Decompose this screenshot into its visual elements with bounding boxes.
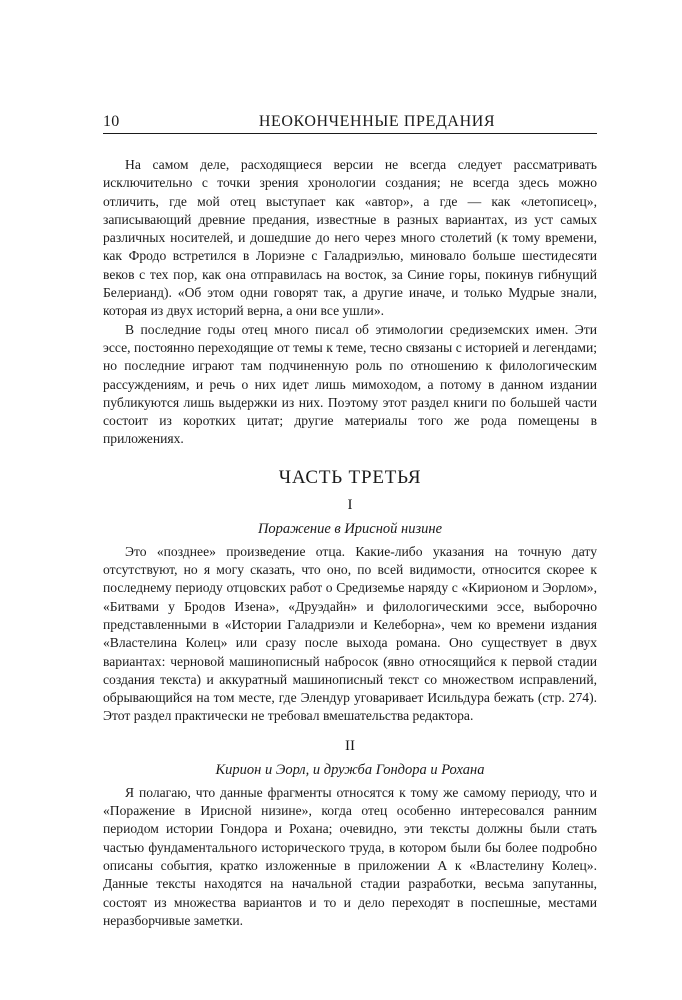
section-text-2: Я полагаю, что данные фрагменты относятся к тому же самому периоду, что и «Поражение в Ирисной низине», когда отец особенно интересовался ранним периодом истории Гондора и Рохана; очевидно, эти тексты должны были стать частью фундаментального исторического труда, в котором были бы более подробно описаны события, кратко изложенные в приложении А к «Властелину Колец». Данные тексты находятся на начальной стадии разработки, весьма запутанны, состоят из множества вариантов и то и дело переходят в поспешные, местами неразборчивые заметки.	[103, 784, 597, 928]
section-text-1: Это «позднее» произведение отца. Какие-либо указания на точную дату отсутствуют, но я могу сказать, что оно, по всей видимости, относится скорее к последнему периоду отцовских работ о Средиземье наряду с «Кирионом и Эорлом», «Битвами у Бродов Изена», «Друэдайн» и филологическими эссе, выборочно представленными в «Истории Галадриэли и Келеборна», чем ко времени издания «Властелина Колец» или сразу после выхода романа. Оно существует в двух вариантах: черновой машинописный набросок (явно относящийся к первой стадии создания текста) и аккуратный машинописный текст со множеством исправлений, обрывающийся на том месте, где Элендур уговаривает Исильдура бежать (стр. 274). Этот раздел практически не требовал вмешательства редактора.	[103, 543, 597, 724]
section-numeral-2: II	[345, 737, 355, 754]
section-title-1: Поражение в Ирисной низине	[257, 520, 443, 537]
running-title: НЕОКОНЧЕННЫЕ ПРЕДАНИЯ	[258, 113, 496, 130]
part-heading: ЧАСТЬ ТРЕТЬЯ	[278, 466, 422, 488]
section-numeral-1: I	[347, 496, 353, 513]
page-body	[103, 156, 597, 930]
page-number: 10	[103, 113, 120, 130]
intro-paragraph-2: В последние годы отец много писал об этимологии средиземских имен. Эти эссе, постоянно переходящие от темы к теме, тесно связаны с историей и легендами; но последние играют там подчиненную роль по отношению к филологическим рассуждениям, и речь о них идет лишь мимоходом, а потому в данном издании публикуются лишь выдержки из них. Поэтому этот раздел книги по большей части состоит из коротких цитат; другие материалы того же рода помещены в приложениях.	[103, 321, 597, 447]
section-title-2: Кирион и Эорл, и дружба Гондора и Рохана	[215, 761, 485, 778]
intro-paragraph-1: На самом деле, расходящиеся версии не всегда следует рассматривать исключительно с точки зрения хронологии создания; не всегда здесь можно отличить, где мой отец выступает как «автор», а где — как «летописец», записывающий древние предания, известные в разных вариантах, из уст самых различных носителей, и дошедшие до него через много столетий (к тому времени, как Фродо встретился в Лориэне с Галадриэлью, миновало больше шестидесяти веков с тех пор, как она отправилась на восток, за Синие горы, покинув гибнущий Белерианд). «Об этом одни говорят так, а другие иначе, и только Мудрые знали, которая из двух историй верна, а они все ушли».	[103, 157, 597, 319]
running-head	[103, 111, 597, 134]
